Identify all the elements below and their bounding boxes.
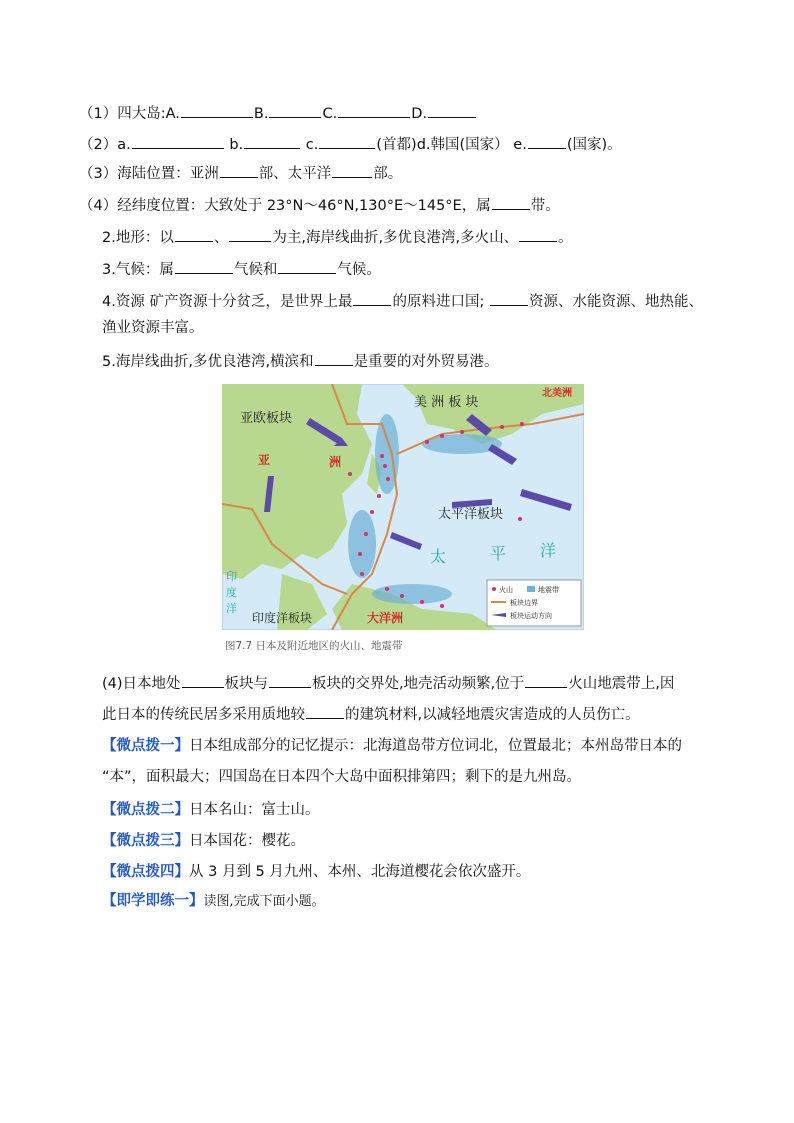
item4-line1: 4.资源 矿产资源十分贫乏，是世界上最 的原料进口国; 资源、水能资源、地热能、: [102, 291, 703, 312]
blank-port[interactable]: [315, 351, 353, 366]
blank-terrain-1[interactable]: [175, 227, 213, 242]
label-oceania: 大洋洲: [367, 611, 404, 625]
blank-belt[interactable]: [525, 673, 567, 688]
legend-volcano: 火山: [499, 586, 513, 594]
q4b-line1: (4)日本地处 板块与 板块的交界处,地壳活动频繁,位于 火山地震带上,因: [102, 673, 674, 694]
blank-q3-a[interactable]: [220, 163, 258, 178]
blank-plate-2[interactable]: [269, 673, 311, 688]
legend-quake-icon: [527, 586, 535, 592]
blank-climate-1[interactable]: [175, 259, 233, 274]
tip4-tag: 【微点拨四】: [102, 864, 189, 880]
map-caption: 图7.7 日本及附近地区的火山、地震带: [225, 640, 403, 652]
label-asia-b: 洲: [329, 455, 342, 469]
tip1-tag: 【微点拨一】: [102, 738, 189, 754]
label-pacific-ocean-a: 太: [430, 547, 447, 566]
blank-plate-1[interactable]: [182, 673, 224, 688]
q3-line: （3）海陆位置：亚洲 部、太平洋 部。: [79, 163, 402, 184]
item2-line: 2.地形：以 、 为主,海岸线曲折,多优良港湾,多火山、 。: [102, 227, 573, 248]
label-america: 美 洲 板 块: [414, 395, 479, 410]
item4-line2: 渔业资源丰富。: [102, 320, 204, 336]
plate-map-figure: [222, 384, 584, 630]
blank-terrain-3[interactable]: [519, 227, 557, 242]
label-pacific-plate: 太平洋板块: [438, 507, 504, 522]
blank-terrain-2[interactable]: [229, 227, 271, 242]
tip4-line: 【微点拨四】从 3 月到 5 月九州、本州、北海道樱花会依次盛开。: [102, 864, 531, 880]
legend-boundary: 板块边界: [510, 599, 538, 607]
tip3-tag: 【微点拨三】: [102, 833, 189, 849]
label-indian-plate: 印度洋板块: [252, 611, 313, 625]
tip2-tag: 【微点拨二】: [102, 802, 189, 818]
blank-c[interactable]: [338, 103, 410, 118]
legend-volcano-icon: [492, 587, 496, 591]
q4-line: （4）经纬度位置：大致处于 23°N～46°N,130°E～145°E，属 带。: [79, 195, 560, 216]
blank-d[interactable]: [428, 103, 476, 118]
label-pacific-ocean-c: 洋: [540, 541, 557, 560]
practice-tag: 【即学即练一】: [102, 893, 204, 909]
blank-q2-a[interactable]: [132, 134, 224, 149]
label-eurasia: 亚欧板块: [240, 411, 293, 426]
label-indian-c: 洋: [226, 602, 237, 615]
tip1-line2: “本”，面积最大；四国岛在日本四个大岛中面积排第四；剩下的是九州岛。: [102, 769, 582, 785]
blank-q2-b[interactable]: [244, 134, 300, 149]
blank-q4[interactable]: [492, 195, 530, 210]
label-indian-a: 印: [226, 570, 237, 583]
blank-material[interactable]: [306, 704, 344, 719]
label-north-america: 北美洲: [542, 388, 572, 399]
blank-q2-e[interactable]: [528, 134, 566, 149]
legend-motion: 板块运动方向: [510, 612, 552, 620]
q1-line: （1）四大岛:A. B. C. D.: [79, 103, 477, 124]
blank-resource-2[interactable]: [490, 291, 528, 306]
item3-line: 3.气候：属 气候和 气候。: [102, 259, 381, 280]
blank-a[interactable]: [181, 103, 253, 118]
label-pacific-ocean-b: 平: [490, 544, 507, 563]
tip1-line1: 【微点拨一】日本组成部分的记忆提示：北海道岛带方位词北，位置最北；本州岛带日本的: [102, 738, 682, 754]
label-asia-a: 亚: [258, 453, 271, 467]
q4b-line2: 此日本的传统民居多采用质地较 的建筑材料,以减轻地震灾害造成的人员伤亡。: [102, 704, 640, 725]
blank-q2-c[interactable]: [319, 134, 375, 149]
practice-line: 【即学即练一】读图,完成下面小题。: [102, 893, 325, 909]
item5-line: 5.海岸线曲折,多优良港湾,横滨和 是重要的对外贸易港。: [102, 351, 499, 372]
legend-quake: 地震带: [538, 586, 559, 594]
tip2-line: 【微点拨二】日本名山：富士山。: [102, 802, 320, 818]
label-indian-b: 度: [226, 586, 237, 599]
tip3-line: 【微点拨三】日本国花：樱花。: [102, 833, 305, 849]
q2-line: （2）a. b. c. (首都)d.韩国(国家） e. (国家)。: [79, 134, 622, 155]
blank-b[interactable]: [269, 103, 321, 118]
blank-q3-b[interactable]: [332, 163, 372, 178]
blank-resource-1[interactable]: [353, 291, 391, 306]
blank-climate-2[interactable]: [278, 259, 336, 274]
